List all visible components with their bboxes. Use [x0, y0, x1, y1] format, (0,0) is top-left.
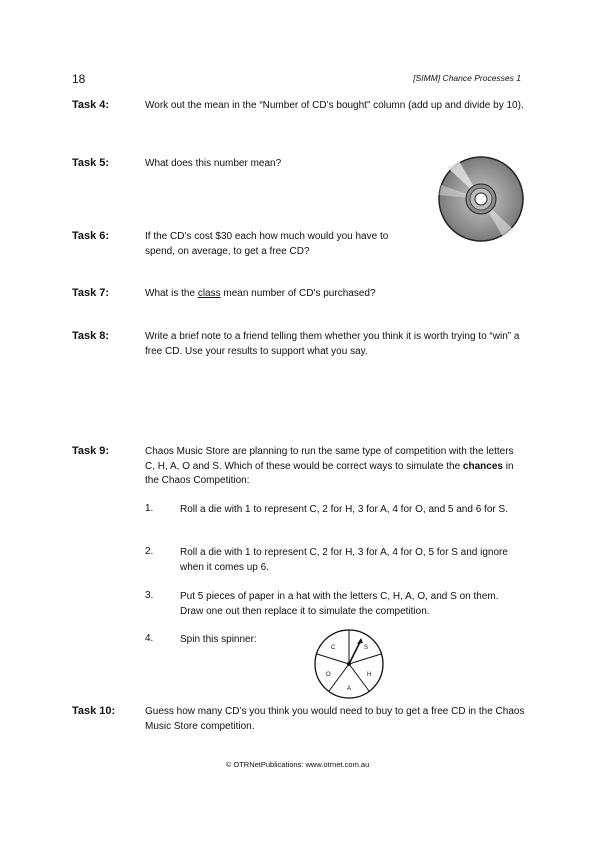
task-7-text	[145, 287, 525, 302]
option-4-number: 4.	[145, 633, 154, 644]
spinner-letter-o: O	[326, 672, 331, 678]
task-6-label: Task 6:	[72, 230, 110, 242]
task-9-intro-before: Chaos Music Store are planning to run the same type of competition with the letters C, H, A, O and S. Which of these would be correct ways to simulate the	[145, 446, 514, 472]
spinner-letter-s: S	[364, 645, 369, 651]
task-10-text: Guess how many CD’s you think you would need to buy to get a free CD in the Chaos Music Store competition.	[145, 706, 525, 732]
option-4-text: Spin this spinner:	[180, 634, 257, 645]
task-8-text: Write a brief note to a friend telling them whether you think it is worth trying to “win” a free CD. Use your results to support what you say.	[145, 331, 520, 357]
task-10-label: Task 10:	[72, 705, 116, 717]
task-9-label: Task 9:	[72, 445, 110, 457]
spinner-letter-c: C	[331, 645, 336, 651]
task-5-text: What does this number mean?	[145, 158, 282, 169]
option-2-text: Roll a die with 1 to represent C, 2 for H, 3 for A, 4 for O, 5 for S and ignore when it comes up 6.	[180, 547, 508, 573]
task-6-line-2: spend, on average, to get a free CD?	[145, 245, 310, 257]
task-9-intro	[145, 445, 525, 489]
spinner-letter-a: A	[347, 686, 352, 692]
option-3-number: 3.	[145, 590, 154, 601]
task-7-text-before: What is the	[145, 288, 198, 299]
task-6-text	[145, 230, 445, 259]
option-2-number: 2.	[145, 546, 154, 557]
option-3-text: Put 5 pieces of paper in a hat with the letters C, H, A, O, and S on them. Draw one out then replace it to simulate the competition.	[180, 591, 499, 617]
task-6-line-1: If the CD’s cost $30 each how much would you have to	[145, 231, 389, 242]
option-1-number: 1.	[145, 503, 154, 514]
task-7-emphasis: class	[197, 288, 221, 299]
task-9-intro-after: in the Chaos Competition:	[145, 460, 514, 486]
cd-disc-illustration	[437, 155, 525, 243]
task-7-text-after: mean number of CD’s purchased?	[220, 288, 376, 299]
task-8-label: Task 8:	[72, 330, 110, 342]
task-5-label: Task 5:	[72, 157, 110, 169]
running-title: [SIMM] Chance Processes 1	[413, 73, 521, 83]
footer-copyright: © OTRNetPublications: www.otrnet.com.au	[225, 760, 370, 769]
task-7-label: Task 7:	[72, 287, 110, 299]
spinner-letter-h: H	[367, 672, 372, 678]
task-9-intro-bold: chances	[462, 460, 503, 472]
spinner-diagram	[313, 628, 385, 700]
option-1-text: Roll a die with 1 to represent C, 2 for H, 3 for A, 4 for O, and 5 and 6 for S.	[180, 504, 508, 515]
page-number: 18	[72, 72, 86, 86]
task-4-text: Work out the mean in the “Number of CD’s bought” column (add up and divide by 10).	[145, 100, 524, 111]
spinner-pivot	[347, 662, 351, 666]
task-4-label: Task 4:	[72, 99, 110, 111]
